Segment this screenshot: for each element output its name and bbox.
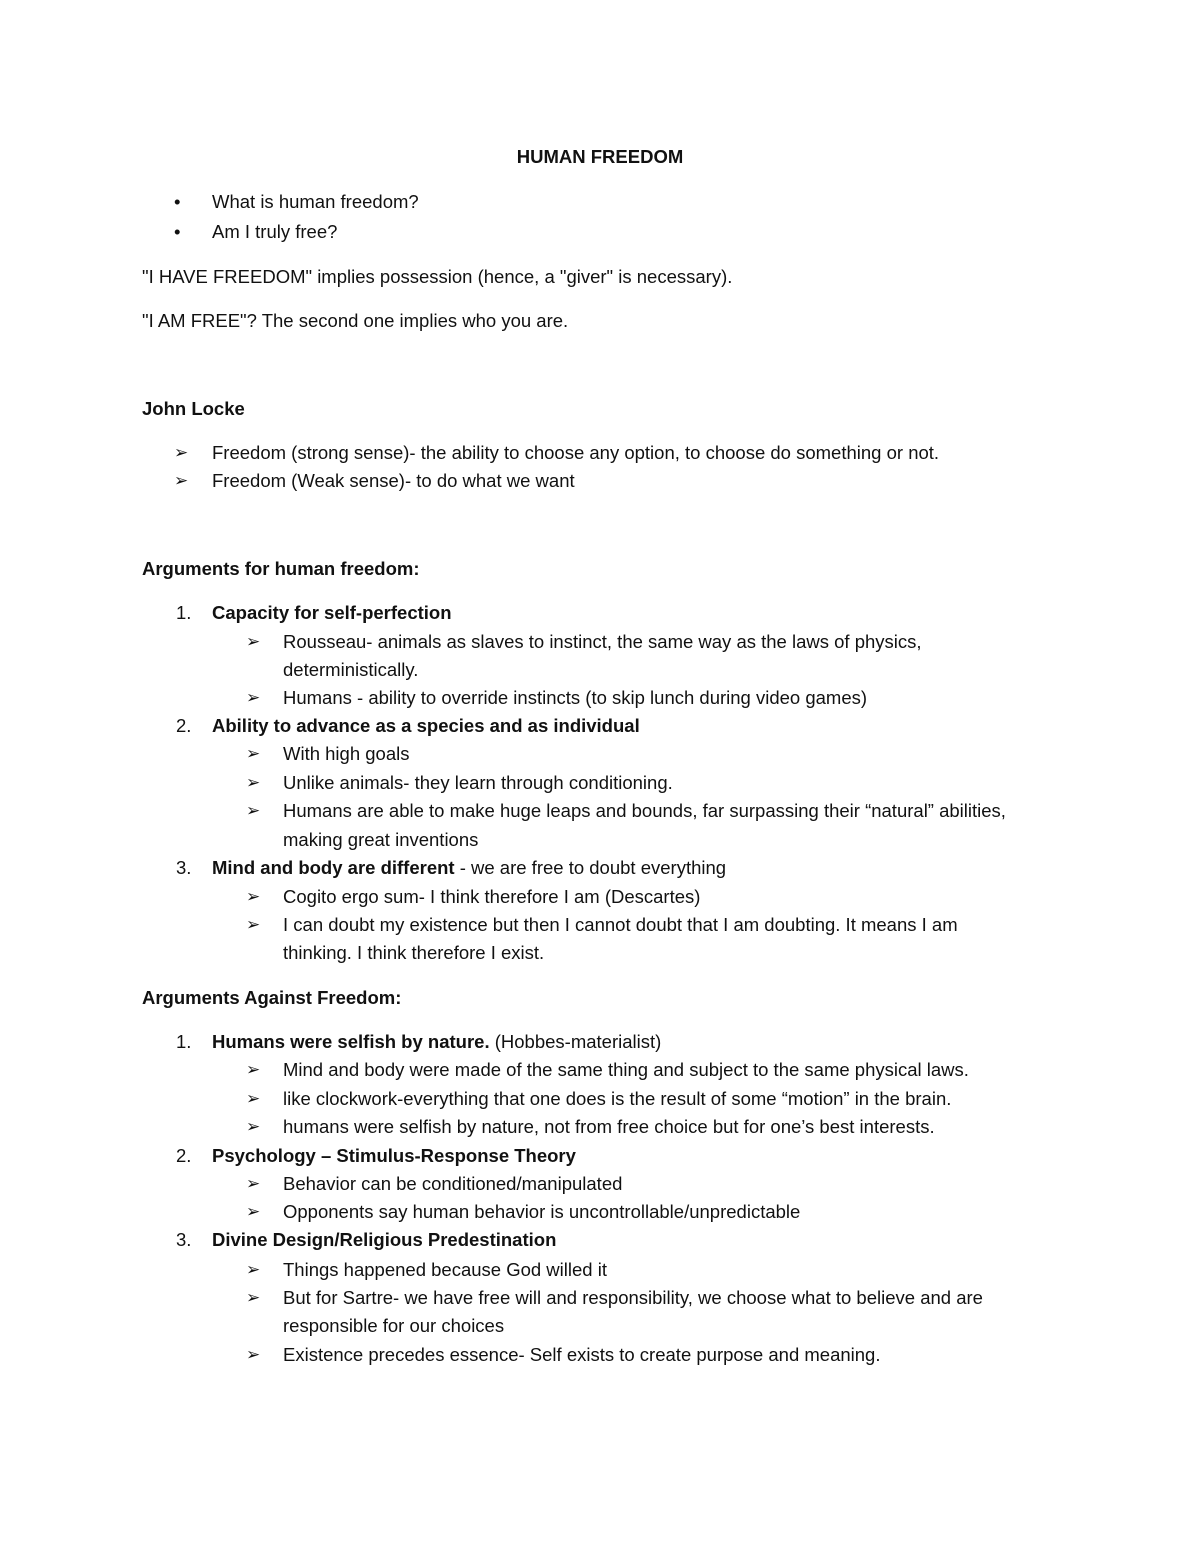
list-item: Mind and body were made of the same thing and subject to the same physical laws. xyxy=(283,1059,969,1080)
list-item: Humans - ability to override instincts (to skip lunch during video games) xyxy=(283,687,868,708)
list-item: With high goals xyxy=(283,743,410,764)
list-number: 2. xyxy=(176,1145,192,1166)
list-number: 1. xyxy=(176,602,192,623)
arrow-bullet-icon: ➢ xyxy=(246,744,261,763)
bullet-dot: • xyxy=(174,191,181,212)
list-item: Freedom (Weak sense)- to do what we want xyxy=(212,470,575,491)
list-number: 2. xyxy=(176,715,192,736)
arrow-bullet-icon: ➢ xyxy=(246,1260,261,1279)
arrow-bullet-icon: ➢ xyxy=(246,1288,261,1307)
arrow-bullet-icon: ➢ xyxy=(246,773,261,792)
list-item: Unlike animals- they learn through conditioning. xyxy=(283,772,673,793)
intro-paragraph: "I AM FREE"? The second one implies who you are. xyxy=(142,310,569,331)
list-item: Existence precedes essence- Self exists to create purpose and meaning. xyxy=(283,1344,881,1365)
list-item-continued: making great inventions xyxy=(283,829,479,850)
arrow-bullet-icon: ➢ xyxy=(246,887,261,906)
intro-paragraph: "I HAVE FREEDOM" implies possession (hence, a "giver" is necessary). xyxy=(142,266,733,287)
section-heading-locke: John Locke xyxy=(142,398,245,419)
list-item-continued: deterministically. xyxy=(283,659,419,680)
arrow-bullet-icon: ➢ xyxy=(246,1117,261,1136)
arrow-bullet-icon: ➢ xyxy=(246,1202,261,1221)
list-item: Cogito ergo sum- I think therefore I am (Descartes) xyxy=(283,886,701,907)
arrow-bullet-icon: ➢ xyxy=(246,632,261,651)
arrow-bullet-icon: ➢ xyxy=(246,915,261,934)
subsection-title: Mind and body are different - we are free to doubt everything xyxy=(212,857,727,878)
arrow-bullet-icon: ➢ xyxy=(246,801,261,820)
list-item: Things happened because God willed it xyxy=(283,1259,607,1280)
arrow-bullet-icon: ➢ xyxy=(174,471,189,490)
list-number: 1. xyxy=(176,1031,192,1052)
subsection-title: Humans were selfish by nature. (Hobbes-materialist) xyxy=(212,1031,662,1052)
arrow-bullet-icon: ➢ xyxy=(246,688,261,707)
page-title: HUMAN FREEDOM xyxy=(516,146,684,167)
list-item: humans were selfish by nature, not from free choice but for one’s best interests. xyxy=(283,1116,935,1137)
section-heading-for: Arguments for human freedom: xyxy=(142,558,420,579)
question-item: What is human freedom? xyxy=(212,191,419,212)
subsection-title: Psychology – Stimulus-Response Theory xyxy=(212,1145,576,1166)
list-item-continued: responsible for our choices xyxy=(283,1315,505,1336)
list-number: 3. xyxy=(176,1229,192,1250)
list-item: But for Sartre- we have free will and responsibility, we choose what to believe and are xyxy=(283,1287,983,1308)
list-number: 3. xyxy=(176,857,192,878)
arrow-bullet-icon: ➢ xyxy=(174,443,189,462)
subsection-title: Divine Design/Religious Predestination xyxy=(212,1229,557,1250)
list-item: Behavior can be conditioned/manipulated xyxy=(283,1173,623,1194)
list-item: Rousseau- animals as slaves to instinct, the same way as the laws of physics, xyxy=(283,631,922,652)
list-item-continued: thinking. I think therefore I exist. xyxy=(283,942,545,963)
list-item: Opponents say human behavior is uncontrollable/unpredictable xyxy=(283,1201,801,1222)
arrow-bullet-icon: ➢ xyxy=(246,1345,261,1364)
arrow-bullet-icon: ➢ xyxy=(246,1174,261,1193)
list-item: I can doubt my existence but then I cannot doubt that I am doubting. It means I am xyxy=(283,914,958,935)
subsection-title: Capacity for self-perfection xyxy=(212,602,452,623)
section-heading-against: Arguments Against Freedom: xyxy=(142,987,402,1008)
list-item: Humans are able to make huge leaps and bounds, far surpassing their “natural” abilities, xyxy=(283,800,1006,821)
list-item: like clockwork-everything that one does is the result of some “motion” in the brain. xyxy=(283,1088,952,1109)
question-item: Am I truly free? xyxy=(212,221,338,242)
arrow-bullet-icon: ➢ xyxy=(246,1089,261,1108)
bullet-dot: • xyxy=(174,221,181,242)
list-item: Freedom (strong sense)- the ability to choose any option, to choose do something or not. xyxy=(212,442,940,463)
arrow-bullet-icon: ➢ xyxy=(246,1060,261,1079)
subsection-title: Ability to advance as a species and as individual xyxy=(212,715,640,736)
